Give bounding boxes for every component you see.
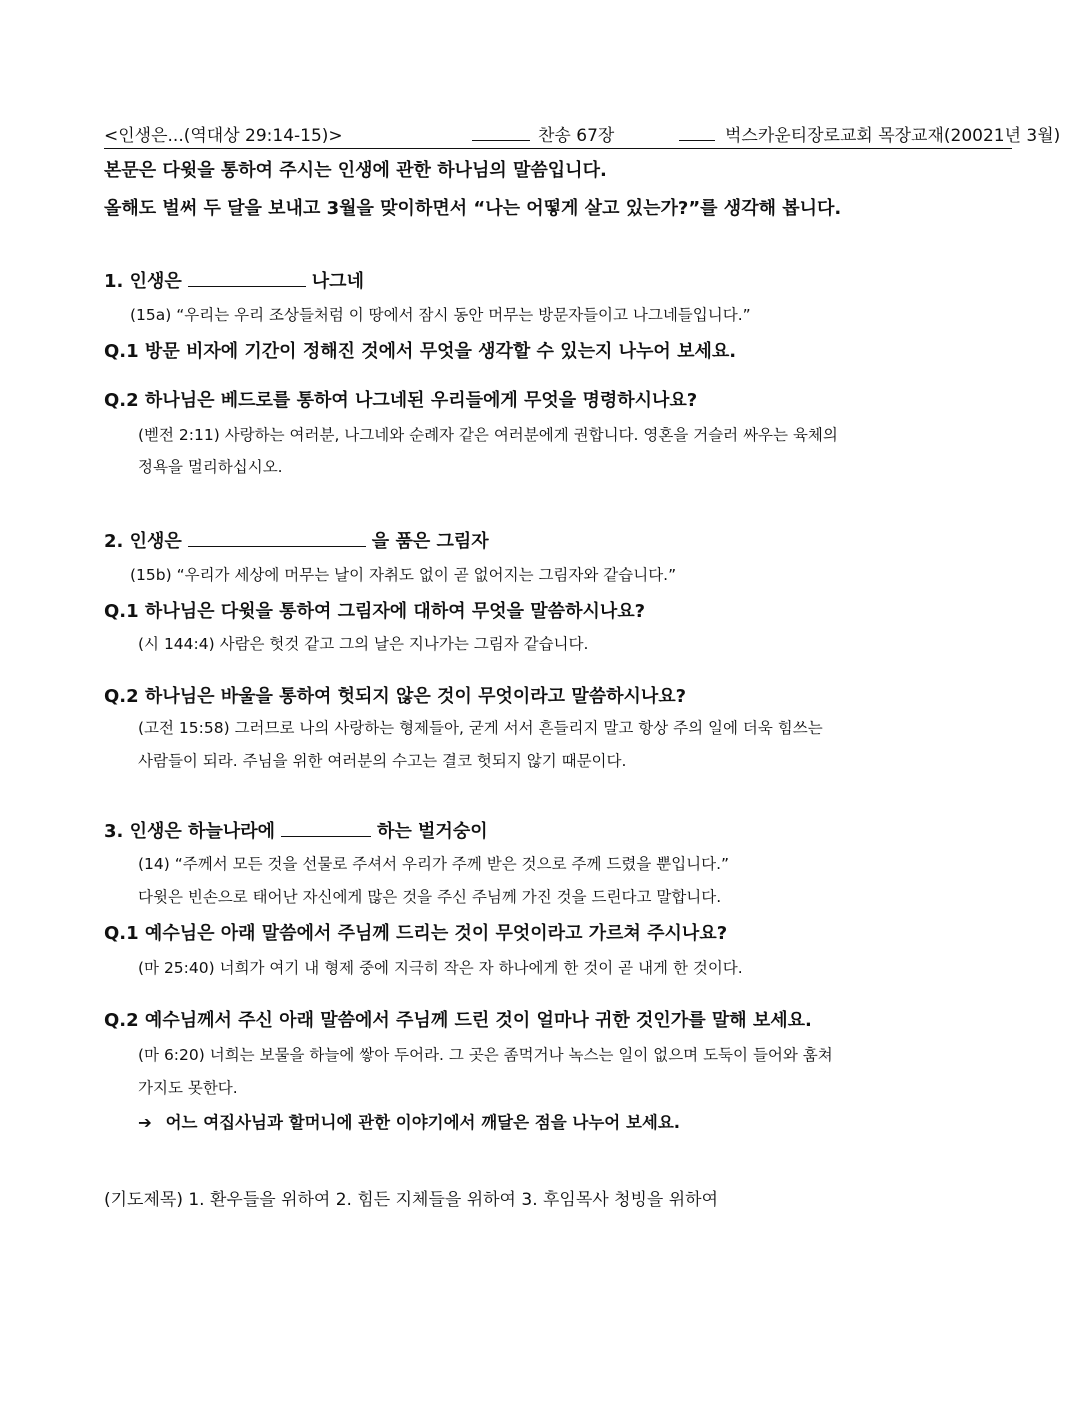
section-1-question-2: Q.2 하나님은 베드로를 통하여 나그네된 우리들에게 무엇을 명령하시나요? <box>104 390 698 411</box>
section-3-question-1: Q.1 예수님은 아래 말씀에서 주님께 드리는 것이 무엇이라고 가르쳐 주시나요? <box>104 923 728 944</box>
section-1-question-1: Q.1 방문 비자에 기간이 정해진 것에서 무엇을 생각할 수 있는지 나누어 보세요. <box>104 341 737 362</box>
section-2-question-1: Q.1 하나님은 다윗을 통하여 그림자에 대하여 무엇을 말씀하시나요? <box>104 601 646 622</box>
section-1-question-2-ref-1: (벧전 2:11) 사랑하는 여러분, 나그네와 순례자 같은 여러분에게 권합니다. 영혼을 거슬러 싸우는 육체의 <box>138 426 838 444</box>
passage-title: <인생은...(역대상 29:14-15)> <box>104 126 343 146</box>
section-3-question-2: Q.2 예수님께서 주신 아래 말씀에서 주님께 드린 것이 얼마나 귀한 것인가를 말해 보세요. <box>104 1010 812 1031</box>
document-header <box>104 119 1061 149</box>
discussion-prompt-text: 어느 여집사님과 할머니에 관한 이야기에서 깨달은 점을 나누어 보세요. <box>165 1113 681 1132</box>
section-2-title: 2. 인생은 을 품은 그림자 <box>104 531 489 552</box>
arrow-right-icon: ➔ <box>138 1113 152 1132</box>
section-1-question-2-ref-2: 정욕을 멀리하십시오. <box>138 458 283 476</box>
section-3-verse-note: 다윗은 빈손으로 태어난 자신에게 많은 것을 주신 주님께 가진 것을 드린다고 말합니다. <box>138 888 722 906</box>
section-2-question-2-ref-2: 사람들이 되라. 주님을 위한 여러분의 수고는 결코 헛되지 않기 때문이다. <box>138 752 627 770</box>
section-3-question-2-ref-1: (마 6:20) 너희는 보물을 하늘에 쌓아 두어라. 그 곳은 좀먹거나 녹스는 일이 없으며 도둑이 들어와 훔쳐 <box>138 1046 833 1064</box>
answer-blank <box>188 530 366 547</box>
section-1-title: 1. 인생은 나그네 <box>104 271 364 292</box>
answer-blank <box>281 820 371 837</box>
section-1-verse: (15a) “우리는 우리 조상들처럼 이 땅에서 잠시 동안 머무는 방문자들이고 나그네들입니다.” <box>130 306 751 324</box>
section-2-question-2-ref-1: (고전 15:58) 그러므로 나의 사랑하는 형제들아, 굳게 서서 흔들리지 말고 항상 주의 일에 더욱 힘쓰는 <box>138 719 823 737</box>
section-3-question-2-ref-2: 가지도 못한다. <box>138 1079 238 1097</box>
section-3-verse: (14) “주께서 모든 것을 선물로 주셔서 우리가 주께 받은 것으로 주께 드렸을 뿐입니다.” <box>138 855 730 873</box>
section-2-verse: (15b) “우리가 세상에 머무는 날이 자취도 없이 곧 없어지는 그림자와 같습니다.” <box>130 566 677 584</box>
section-2-question-1-ref: (시 144:4) 사람은 헛것 같고 그의 날은 지나가는 그림자 같습니다. <box>138 635 589 653</box>
prayer-requests: (기도제목) 1. 환우들을 위하여 2. 힘든 지체들을 위하여 3. 후임목사 청빙을 위하여 <box>104 1190 719 1210</box>
discussion-prompt <box>138 1109 680 1133</box>
intro-line-2: 올해도 벌써 두 달을 보내고 3월을 맞이하면서 “나는 어떻게 살고 있는가?”를 생각해 봅니다. <box>104 198 842 219</box>
hymn-number: 찬송 67장 <box>472 121 614 146</box>
header-rule <box>104 148 1012 149</box>
intro-line-1: 본문은 다윗을 통하여 주시는 인생에 관한 하나님의 말씀입니다. <box>104 160 607 181</box>
church-name: 벅스카운티장로교회 목장교재(20021년 3월) <box>679 121 1060 146</box>
answer-blank <box>188 270 306 287</box>
section-2-question-2: Q.2 하나님은 바울을 통하여 헛되지 않은 것이 무엇이라고 말씀하시나요? <box>104 686 687 707</box>
section-3-title: 3. 인생은 하늘나라에 하는 벌거숭이 <box>104 821 488 842</box>
section-3-question-1-ref: (마 25:40) 너희가 여기 내 형제 중에 지극히 작은 자 하나에게 한 것이 곧 내게 한 것이다. <box>138 959 743 977</box>
